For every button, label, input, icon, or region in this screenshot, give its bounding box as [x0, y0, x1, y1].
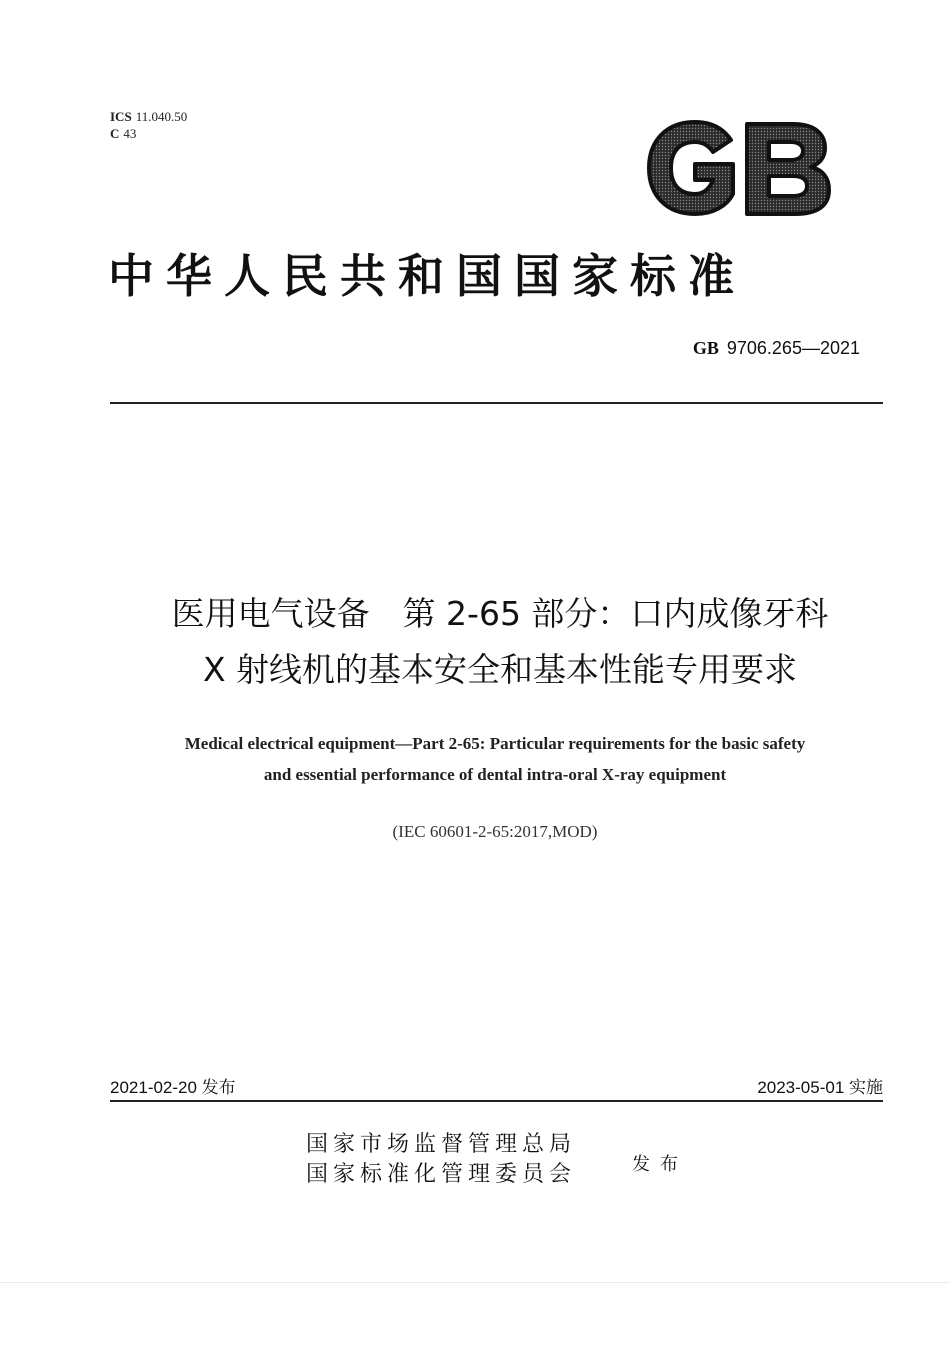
ics-code: ICS 11.040.50	[110, 109, 188, 124]
issuer-sac: 国家标准化管理委员会	[306, 1162, 577, 1187]
national-standard-title: 中华人民共和国国家标准	[108, 249, 746, 303]
implementation-date: 2023-05-01 实施	[757, 1078, 883, 1097]
bottom-rule	[110, 1100, 883, 1102]
chinese-title	[110, 586, 890, 698]
issue-date: 2021-02-20 发布	[110, 1078, 236, 1097]
chinese-title-line2: X 射线机的基本安全和基本性能专用要求	[202, 650, 798, 689]
standard-number	[693, 338, 860, 359]
page-divider	[0, 1282, 950, 1283]
chinese-title-line1: 医用电气设备 第 2-65 部分：口内成像牙科	[171, 594, 829, 633]
publish-label: 发布	[632, 1154, 688, 1175]
gb-logo	[643, 118, 833, 218]
classification-codes	[110, 108, 187, 142]
top-rule	[110, 402, 883, 404]
standard-prefix: GB	[692, 338, 719, 358]
issuer-samr: 国家市场监督管理总局	[306, 1132, 577, 1157]
english-title-line2: and essential performance of dental intra-oral X-ray equipment	[263, 765, 727, 784]
english-title-line1: Medical electrical equipment—Part 2-65: Particular requirements for the basic safety	[184, 734, 806, 753]
issuing-authorities	[306, 1130, 576, 1190]
ccs-code: C 43	[110, 126, 137, 141]
english-title	[100, 728, 890, 790]
adoption-reference: (IEC 60601-2-65:2017,MOD)	[392, 822, 598, 841]
standard-code: 9706.265—2021	[726, 338, 860, 358]
